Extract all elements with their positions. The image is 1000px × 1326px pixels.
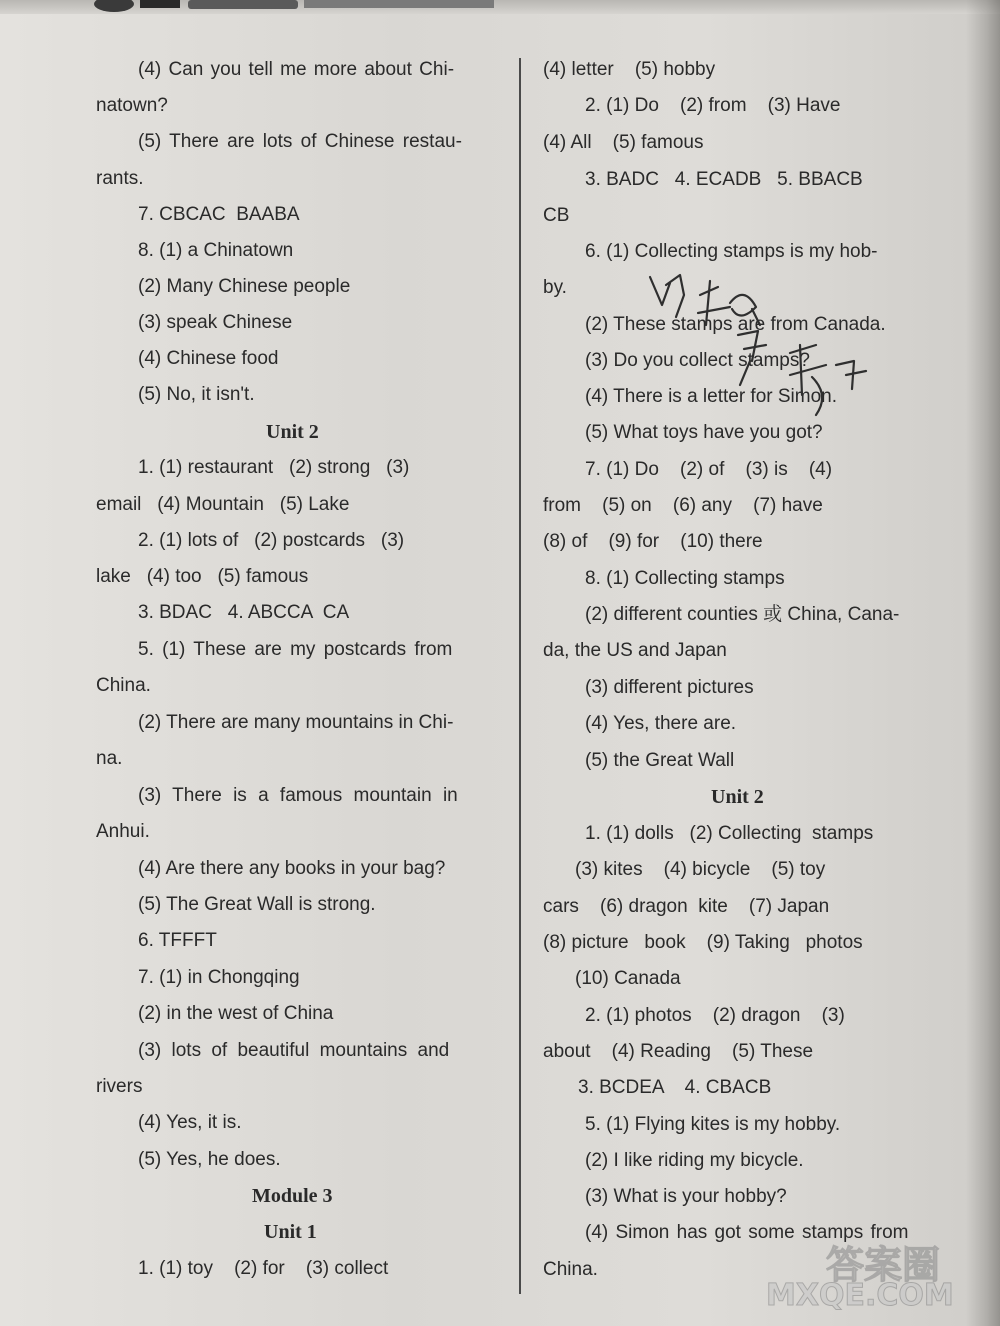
section-heading: Unit 1: [264, 1221, 317, 1243]
answer-line: (2) These stamps are from Canada.: [585, 314, 886, 335]
answer-line: 1. (1) restaurant (2) strong (3): [138, 457, 410, 478]
answer-line: (2) I like riding my bicycle.: [585, 1150, 804, 1171]
answer-line: (4) Chinese food: [138, 348, 279, 369]
answer-line: 6. (1) Collecting stamps is my hob-: [585, 241, 878, 262]
watermark: [766, 1234, 986, 1320]
answer-line: (2) Many Chinese people: [138, 276, 351, 297]
answer-line: lake (4) too (5) famous: [96, 566, 309, 587]
answer-line: 5. (1) Flying kites is my hobby.: [585, 1114, 841, 1135]
section-heading: Unit 2: [711, 786, 764, 808]
answer-line: China.: [543, 1259, 598, 1280]
answer-line: (8) of (9) for (10) there: [543, 531, 763, 552]
answer-line: (8) picture book (9) Taking photos: [543, 932, 863, 953]
answer-line: 7. (1) Do (2) of (3) is (4): [585, 459, 833, 480]
answer-line: 6. TFFFT: [138, 930, 217, 951]
answer-line: (5) the Great Wall: [585, 750, 735, 771]
watermark-cn-text: 答案圈: [826, 1243, 941, 1287]
answer-line: CB: [543, 205, 570, 226]
answer-line: (4) All (5) famous: [543, 132, 704, 153]
answer-line: 2. (1) lots of (2) postcards (3): [138, 530, 405, 551]
answer-line: (3) speak Chinese: [138, 312, 293, 333]
answer-line: 8. (1) Collecting stamps: [585, 568, 785, 589]
answer-line: from (5) on (6) any (7) have: [543, 495, 823, 516]
answer-line: (3) lots of beautiful mountains and: [138, 1040, 450, 1061]
answer-line: 7. (1) in Chongqing: [138, 967, 300, 988]
answer-line: (4) letter (5) hobby: [543, 59, 716, 80]
watermark-url-text: MXQE.COM: [766, 1278, 954, 1313]
answer-line: 5. (1) These are my postcards from: [138, 639, 453, 660]
answer-line: (4) Can you tell me more about Chi-: [138, 59, 455, 80]
answer-line: (5) Yes, he does.: [138, 1149, 281, 1170]
section-heading: Unit 2: [266, 421, 319, 443]
answer-line: 3. BADC 4. ECADB 5. BBACB: [585, 169, 863, 190]
answer-line: about (4) Reading (5) These: [543, 1041, 814, 1062]
handwritten-scribble-icon: [640, 265, 880, 445]
answer-line: (3) Do you collect stamps?: [585, 350, 810, 371]
section-heading: Module 3: [252, 1185, 333, 1207]
answer-line: 7. CBCAC BAABA: [138, 204, 300, 225]
answer-line: (3) kites (4) bicycle (5) toy: [575, 859, 826, 880]
answer-line: (5) The Great Wall is strong.: [138, 894, 376, 915]
answer-line: (3) There is a famous mountain in: [138, 785, 458, 806]
answer-line: (5) What toys have you got?: [585, 422, 823, 443]
answer-line: Anhui.: [96, 821, 150, 842]
answer-line: (2) different counties 或 China, Cana-: [585, 604, 900, 625]
answer-line: 2. (1) Do (2) from (3) Have: [585, 95, 841, 116]
answer-line: (4) Are there any books in your bag?: [138, 858, 446, 879]
answer-line: (4) Yes, it is.: [138, 1112, 242, 1133]
answer-line: natown?: [96, 95, 168, 116]
answer-line: 1. (1) toy (2) for (3) collect: [138, 1258, 389, 1279]
answer-line: (5) There are lots of Chinese restau-: [138, 131, 462, 152]
answer-line: rants.: [96, 168, 144, 189]
answer-line: 1. (1) dolls (2) Collecting stamps: [585, 823, 874, 844]
answer-line: (2) There are many mountains in Chi-: [138, 712, 454, 733]
answer-line: (4) Yes, there are.: [585, 713, 737, 734]
answer-line: rivers: [96, 1076, 143, 1097]
header-strip: [0, 0, 1000, 14]
answer-line: (3) different pictures: [585, 677, 754, 698]
column-divider: [519, 58, 521, 1294]
answer-line: (10) Canada: [575, 968, 681, 989]
answer-line: (4) Simon has got some stamps from: [585, 1222, 909, 1243]
answer-line: (2) in the west of China: [138, 1003, 334, 1024]
answer-line: da, the US and Japan: [543, 640, 727, 661]
answer-line: 3. BDAC 4. ABCCA CA: [138, 602, 350, 623]
answer-line: (5) No, it isn't.: [138, 384, 255, 405]
answer-line: cars (6) dragon kite (7) Japan: [543, 896, 830, 917]
answer-line: na.: [96, 748, 123, 769]
answer-line: email (4) Mountain (5) Lake: [96, 494, 350, 515]
answer-line: 3. BCDEA 4. CBACB: [578, 1077, 772, 1098]
answer-line: by.: [543, 277, 567, 298]
answer-line: China.: [96, 675, 151, 696]
page-binding-shadow: [966, 0, 1000, 1326]
answer-line: 8. (1) a Chinatown: [138, 240, 294, 261]
answer-line: (3) What is your hobby?: [585, 1186, 787, 1207]
book-logo-icon: [92, 0, 512, 12]
answer-line: 2. (1) photos (2) dragon (3): [585, 1005, 845, 1026]
answer-line: (4) There is a letter for Simon.: [585, 386, 838, 407]
